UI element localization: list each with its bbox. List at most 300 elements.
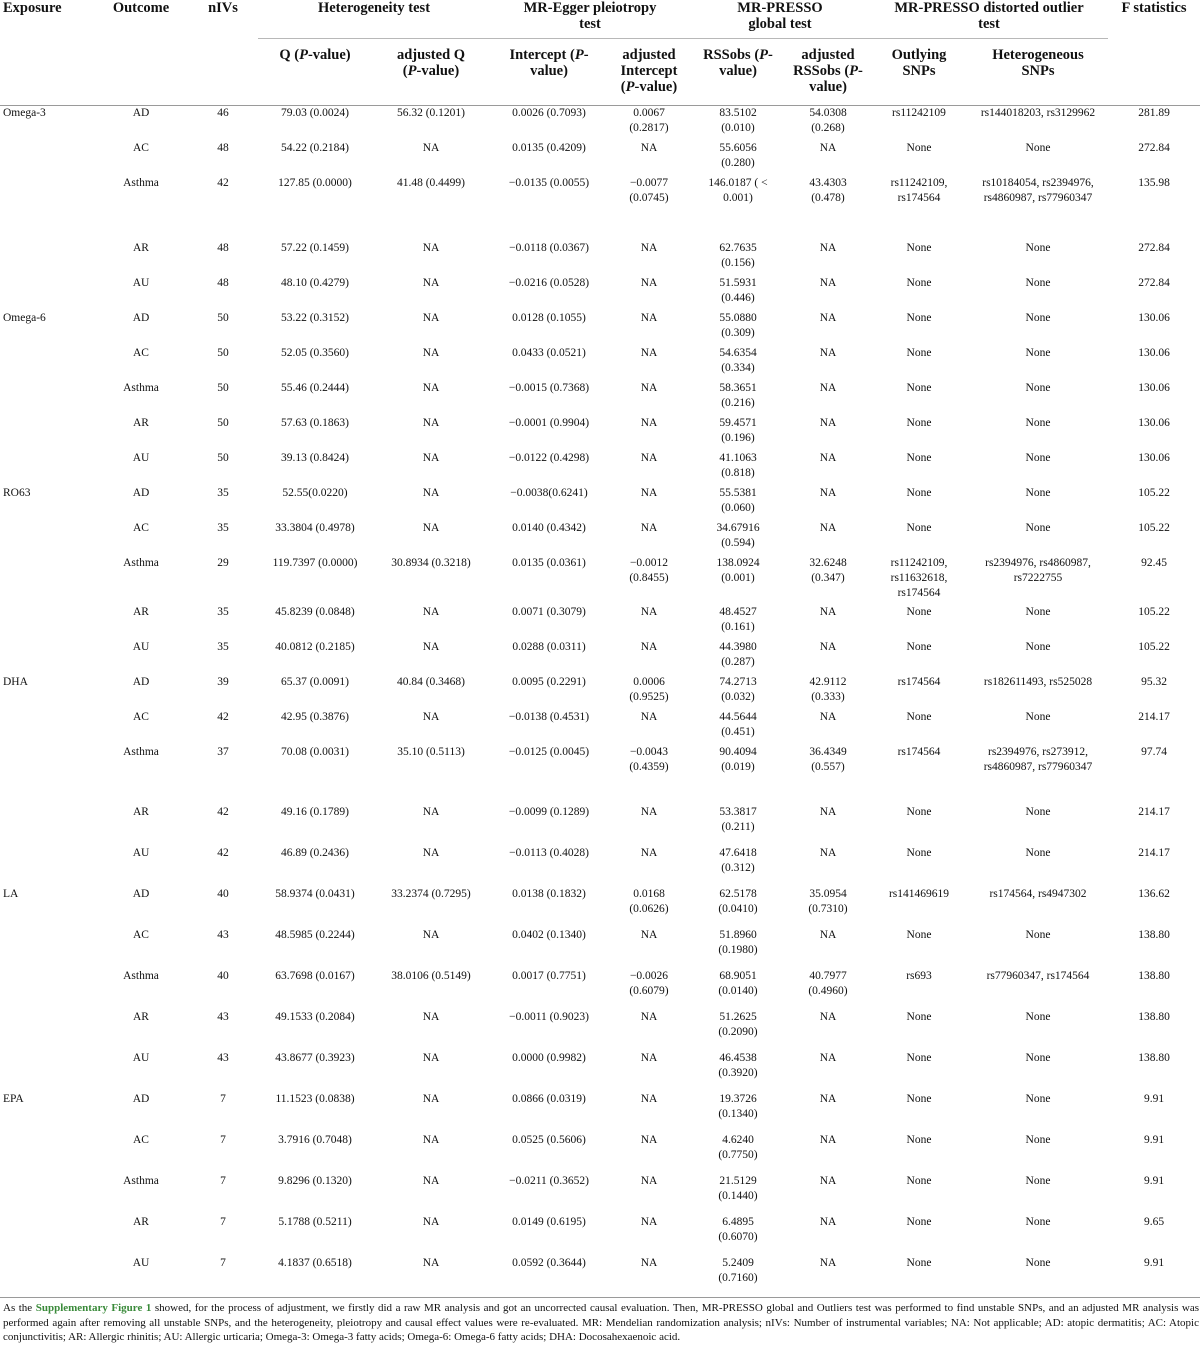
cell-rssobs: 51.5931 (0.446) [719, 276, 757, 304]
cell-nivs: 50 [217, 381, 229, 394]
cell-outcome: AR [133, 241, 149, 254]
cell-adjusted-intercept: 0.0067 (0.2817) [629, 107, 669, 134]
cell-f-statistics: 138.80 [1138, 969, 1170, 982]
cell-outcome: AD [132, 675, 150, 688]
cell-q: 63.7698 (0.0167) [275, 969, 355, 982]
cell-rssobs: 55.5381 (0.060) [719, 486, 757, 514]
cell-f-statistics: 105.22 [1138, 521, 1170, 534]
cell-heterogeneous-snps: rs10184054, rs2394976, rs4860987, rs77960347 [982, 176, 1094, 204]
cell-q: 5.1788 (0.5211) [278, 1215, 352, 1228]
cell-adjusted-q: NA [422, 451, 440, 464]
cell-outcome: Asthma [123, 745, 159, 758]
cell-adjusted-q: NA [422, 141, 440, 154]
cell-adjusted-q: NA [422, 1174, 440, 1187]
header-outcome: Outcome [94, 0, 188, 106]
table-row [0, 521, 1200, 556]
cell-q: 49.16 (0.1789) [280, 805, 350, 818]
cell-rssobs: 55.0880 (0.309) [719, 311, 757, 339]
header-mr-presso-global: MR-PRESSO global test [690, 0, 870, 39]
cell-rssobs: 51.8960 (0.1980) [718, 928, 758, 956]
cell-exposure [0, 1051, 94, 1092]
cell-heterogeneous-snps: rs174564, rs4947302 [989, 887, 1087, 900]
cell-adjusted-q: NA [422, 241, 440, 254]
cell-adjusted-rssobs: NA [819, 311, 837, 324]
cell-heterogeneous-snps: None [1025, 241, 1051, 254]
supplementary-figure-link[interactable]: Supplementary Figure 1 [35, 1302, 152, 1314]
cell-rssobs: 138.0924 (0.001) [716, 556, 760, 584]
cell-intercept: 0.0866 (0.0319) [512, 1092, 586, 1105]
table-row [0, 451, 1200, 486]
cell-outcome: AC [133, 521, 149, 534]
cell-adjusted-rssobs: 43.4303 (0.478) [809, 176, 847, 204]
cell-outcome: Asthma [123, 381, 159, 394]
cell-adjusted-rssobs: NA [819, 1051, 837, 1064]
cell-outcome: AD [132, 887, 150, 900]
cell-outlying-snps: None [906, 805, 932, 818]
cell-rssobs: 58.3651 (0.216) [719, 381, 757, 409]
cell-q: 11.1523 (0.0838) [275, 1092, 355, 1105]
cell-intercept: 0.0135 (0.0361) [512, 556, 586, 569]
cell-nivs: 42 [217, 710, 229, 723]
cell-q: 79.03 (0.0024) [280, 107, 350, 119]
cell-exposure: EPA [3, 1092, 24, 1105]
cell-adjusted-intercept: NA [640, 710, 658, 723]
cell-nivs: 35 [217, 605, 229, 618]
cell-outcome: AC [133, 710, 149, 723]
cell-adjusted-intercept: NA [640, 1174, 658, 1187]
cell-heterogeneous-snps: None [1025, 416, 1051, 429]
cell-heterogeneous-snps: None [1025, 1010, 1051, 1023]
cell-exposure [0, 605, 94, 640]
cell-outcome: Asthma [123, 1174, 159, 1187]
cell-intercept: 0.0138 (0.1832) [512, 887, 586, 900]
cell-nivs: 35 [217, 640, 229, 653]
cell-nivs: 7 [220, 1133, 226, 1146]
cell-adjusted-intercept: NA [640, 521, 658, 534]
cell-outlying-snps: None [906, 1092, 932, 1105]
cell-exposure [0, 276, 94, 311]
cell-q: 9.8296 (0.1320) [278, 1174, 352, 1187]
cell-heterogeneous-snps: None [1025, 381, 1051, 394]
cell-adjusted-intercept: NA [640, 311, 658, 324]
cell-q: 57.63 (0.1863) [280, 416, 350, 429]
cell-q: 42.95 (0.3876) [280, 710, 350, 723]
cell-f-statistics: 92.45 [1141, 556, 1167, 569]
header-adjusted-q: adjusted Q (P-value) [372, 39, 490, 106]
cell-exposure [0, 1215, 94, 1256]
cell-adjusted-rssobs: 36.4349 (0.557) [809, 745, 847, 773]
cell-adjusted-q: 56.32 (0.1201) [396, 107, 466, 119]
cell-exposure [0, 928, 94, 969]
cell-nivs: 40 [217, 887, 229, 900]
cell-q: 48.5985 (0.2244) [275, 928, 355, 941]
cell-adjusted-rssobs: NA [786, 1256, 870, 1298]
cell-intercept: −0.0122 (0.4298) [508, 451, 590, 464]
cell-adjusted-q: NA [422, 605, 440, 618]
cell-rssobs: 62.5178 (0.0410) [718, 887, 758, 915]
cell-heterogeneous-snps: rs2394976, rs4860987, rs7222755 [985, 556, 1091, 584]
cell-heterogeneous-snps: None [1025, 928, 1051, 941]
cell-adjusted-q: NA [422, 1010, 440, 1023]
header-q: Q (P-value) [258, 39, 372, 106]
cell-adjusted-intercept: −0.0012 (0.8455) [629, 556, 669, 584]
cell-nivs: 50 [217, 346, 229, 359]
cell-f-statistics: 9.91 [1143, 1133, 1165, 1146]
cell-nivs: 40 [217, 969, 229, 982]
cell-intercept: 0.0000 (0.9982) [512, 1051, 586, 1064]
cell-f-statistics: 130.06 [1138, 451, 1170, 464]
cell-adjusted-q: 41.48 (0.4499) [396, 176, 466, 189]
cell-adjusted-q: NA [422, 1215, 440, 1228]
cell-outlying-snps: None [906, 416, 932, 429]
cell-intercept: −0.0113 (0.4028) [509, 846, 589, 859]
cell-heterogeneous-snps: None [1025, 346, 1051, 359]
cell-exposure [0, 1133, 94, 1174]
table-row [0, 241, 1200, 276]
cell-adjusted-rssobs: NA [819, 1010, 837, 1023]
cell-rssobs: 34.67916 (0.594) [716, 521, 760, 549]
cell-q: 53.22 (0.3152) [280, 311, 350, 324]
cell-adjusted-rssobs: NA [819, 381, 837, 394]
cell-adjusted-rssobs: NA [819, 846, 837, 859]
cell-nivs: 43 [217, 1010, 229, 1023]
cell-exposure [0, 1010, 94, 1051]
cell-heterogeneous-snps: None [1025, 1174, 1051, 1187]
cell-adjusted-intercept: NA [640, 276, 658, 289]
cell-intercept: 0.0017 (0.7751) [512, 969, 586, 982]
header-adjusted-intercept: adjusted Intercept (P-value) [608, 39, 690, 106]
cell-outcome: AR [133, 416, 149, 429]
cell-adjusted-rssobs: NA [819, 451, 837, 464]
cell-outlying-snps: None [870, 1256, 968, 1298]
cell-nivs: 7 [188, 1256, 258, 1298]
cell-f-statistics: 138.80 [1138, 928, 1170, 941]
table-row [0, 1215, 1200, 1256]
cell-outcome: AU [132, 846, 150, 859]
cell-rssobs: 83.5102 (0.010) [719, 107, 757, 134]
cell-q: 58.9374 (0.0431) [275, 887, 355, 900]
cell-intercept: −0.0001 (0.9904) [508, 416, 590, 429]
cell-rssobs: 6.4895 (0.6070) [718, 1215, 758, 1243]
cell-outlying-snps: rs174564 [897, 675, 941, 688]
cell-heterogeneous-snps: None [1025, 451, 1051, 464]
cell-adjusted-rssobs: NA [819, 805, 837, 818]
cell-nivs: 50 [217, 451, 229, 464]
cell-rssobs: 53.3817 (0.211) [719, 805, 757, 833]
cell-adjusted-intercept: −0.0077 (0.0745) [629, 176, 669, 204]
cell-f-statistics: 95.32 [1141, 675, 1167, 688]
cell-nivs: 43 [217, 928, 229, 941]
cell-adjusted-intercept: NA [640, 241, 658, 254]
header-heterogeneous-snps: Heterogeneous SNPs [968, 39, 1108, 106]
header-outlying-snps: Outlying SNPs [870, 39, 968, 106]
cell-adjusted-intercept: 0.0006 (0.9525) [629, 675, 669, 703]
header-mr-presso-outlier: MR-PRESSO distorted outlier test [870, 0, 1108, 39]
cell-adjusted-q: NA [372, 1256, 490, 1298]
cell-q: 48.10 (0.4279) [280, 276, 350, 289]
cell-heterogeneous-snps: None [1025, 141, 1051, 154]
cell-f-statistics: 130.06 [1138, 416, 1170, 429]
cell-nivs: 7 [220, 1174, 226, 1187]
cell-outlying-snps: rs141469619 [888, 887, 950, 900]
cell-adjusted-rssobs: 54.0308 (0.268) [809, 107, 847, 134]
cell-intercept: 0.0128 (0.1055) [512, 311, 586, 324]
cell-nivs: 35 [217, 521, 229, 534]
cell-exposure: DHA [3, 675, 28, 688]
cell-exposure [0, 846, 94, 887]
cell-outcome: AD [132, 107, 150, 119]
cell-outlying-snps: None [906, 311, 932, 324]
table-row [0, 311, 1200, 346]
cell-heterogeneous-snps: None [1025, 605, 1051, 618]
table-row [0, 1051, 1200, 1092]
cell-outcome: AD [132, 311, 150, 324]
cell-adjusted-q: 40.84 (0.3468) [396, 675, 466, 688]
cell-q: 70.08 (0.0031) [280, 745, 350, 758]
cell-intercept: −0.0216 (0.0528) [508, 276, 590, 289]
cell-outcome: AU [132, 640, 150, 653]
cell-heterogeneous-snps: None [1025, 1051, 1051, 1064]
cell-outcome: AU [132, 1051, 150, 1064]
cell-rssobs: 21.5129 (0.1440) [718, 1174, 758, 1202]
table-row [0, 556, 1200, 605]
cell-adjusted-q: NA [422, 1133, 440, 1146]
table-row [0, 1256, 1200, 1298]
cell-adjusted-q: NA [422, 416, 440, 429]
cell-outcome: AR [133, 605, 149, 618]
cell-heterogeneous-snps: None [968, 1256, 1108, 1298]
cell-outlying-snps: rs11242109, rs174564 [890, 176, 948, 204]
table-row [0, 887, 1200, 928]
cell-adjusted-intercept: NA [640, 1010, 658, 1023]
cell-adjusted-rssobs: NA [819, 605, 837, 618]
cell-heterogeneous-snps: None [1025, 805, 1051, 818]
cell-outlying-snps: None [906, 346, 932, 359]
table-row [0, 928, 1200, 969]
cell-q: 54.22 (0.2184) [280, 141, 350, 154]
cell-adjusted-intercept: NA [640, 1215, 658, 1228]
cell-rssobs: 47.6418 (0.312) [719, 846, 757, 874]
cell-f-statistics: 130.06 [1138, 311, 1170, 324]
cell-q: 46.89 (0.2436) [280, 846, 350, 859]
cell-exposure [0, 241, 94, 276]
cell-rssobs: 48.4527 (0.161) [719, 605, 757, 633]
cell-nivs: 42 [217, 846, 229, 859]
cell-outlying-snps: None [906, 381, 932, 394]
cell-intercept: −0.0211 (0.3652) [509, 1174, 589, 1187]
cell-outcome: Asthma [123, 176, 159, 189]
cell-exposure [0, 710, 94, 745]
cell-adjusted-rssobs: 35.0954 (0.7310) [808, 887, 848, 915]
cell-heterogeneous-snps: None [1025, 640, 1051, 653]
cell-outlying-snps: None [906, 928, 932, 941]
cell-rssobs: 44.3980 (0.287) [719, 640, 757, 668]
cell-heterogeneous-snps: None [1025, 486, 1051, 499]
header-rssobs: RSSobs (P-value) [690, 39, 786, 106]
cell-adjusted-q: NA [422, 640, 440, 653]
cell-heterogeneous-snps: rs182611493, rs525028 [983, 675, 1093, 688]
cell-outlying-snps: None [906, 521, 932, 534]
cell-adjusted-q: NA [422, 311, 440, 324]
cell-outlying-snps: None [906, 1051, 932, 1064]
cell-outcome: AC [133, 1133, 149, 1146]
cell-outcome: Asthma [123, 969, 159, 982]
cell-f-statistics: 281.89 [1138, 107, 1170, 119]
cell-nivs: 42 [217, 805, 229, 818]
cell-intercept: −0.0135 (0.0055) [508, 176, 590, 189]
cell-adjusted-rssobs: NA [819, 928, 837, 941]
cell-adjusted-intercept: NA [640, 640, 658, 653]
table-row [0, 276, 1200, 311]
cell-heterogeneous-snps: None [1025, 1133, 1051, 1146]
cell-rssobs: 54.6354 (0.334) [719, 346, 757, 374]
cell-outcome: AU [132, 451, 150, 464]
cell-adjusted-rssobs: NA [819, 1092, 837, 1105]
cell-q: 45.8239 (0.0848) [275, 605, 355, 618]
table-header [0, 0, 1200, 106]
cell-exposure: Omega-3 [3, 107, 46, 119]
header-f-statistics: F statistics [1108, 0, 1200, 106]
cell-outcome: AC [133, 928, 149, 941]
cell-outcome: AD [132, 1092, 150, 1105]
cell-adjusted-rssobs: 32.6248 (0.347) [809, 556, 847, 584]
cell-q: 55.46 (0.2444) [280, 381, 350, 394]
cell-outlying-snps: None [906, 710, 932, 723]
cell-q: 127.85 (0.0000) [278, 176, 352, 189]
cell-nivs: 50 [217, 416, 229, 429]
table-row [0, 675, 1200, 710]
cell-outlying-snps: None [906, 1133, 932, 1146]
cell-adjusted-q: 33.2374 (0.7295) [391, 887, 471, 900]
cell-adjusted-intercept: NA [640, 605, 658, 618]
table-row [0, 381, 1200, 416]
cell-f-statistics: 97.74 [1141, 745, 1167, 758]
cell-f-statistics: 272.84 [1138, 241, 1170, 254]
cell-f-statistics: 105.22 [1138, 605, 1170, 618]
cell-heterogeneous-snps: None [1025, 276, 1051, 289]
cell-heterogeneous-snps: None [1025, 521, 1051, 534]
cell-adjusted-rssobs: NA [819, 1174, 837, 1187]
cell-heterogeneous-snps: rs77960347, rs174564 [986, 969, 1090, 982]
cell-nivs: 7 [220, 1092, 226, 1105]
cell-f-statistics: 214.17 [1138, 846, 1170, 859]
cell-outlying-snps: None [906, 1215, 932, 1228]
cell-f-statistics: 138.80 [1138, 1010, 1170, 1023]
table-row [0, 969, 1200, 1010]
cell-heterogeneous-snps: None [1025, 710, 1051, 723]
cell-rssobs: 5.2409 (0.7160) [690, 1256, 786, 1298]
cell-rssobs: 62.7635 (0.156) [719, 241, 757, 269]
cell-intercept: 0.0402 (0.1340) [512, 928, 586, 941]
cell-f-statistics: 9.65 [1143, 1215, 1165, 1228]
cell-adjusted-intercept: NA [608, 1256, 690, 1298]
cell-outlying-snps: rs11242109, rs11632618, rs174564 [890, 556, 948, 599]
cell-intercept: 0.0149 (0.6195) [512, 1215, 586, 1228]
cell-q: 40.0812 (0.2185) [275, 640, 355, 653]
cell-nivs: 29 [217, 556, 229, 569]
cell-nivs: 43 [217, 1051, 229, 1064]
cell-adjusted-q: NA [422, 1051, 440, 1064]
table-row [0, 106, 1200, 141]
cell-q: 52.05 (0.3560) [280, 346, 350, 359]
cell-f-statistics: 272.84 [1138, 141, 1170, 154]
cell-adjusted-rssobs: NA [819, 1133, 837, 1146]
cell-adjusted-intercept: NA [640, 451, 658, 464]
header-exposure: Exposure [0, 0, 94, 106]
cell-rssobs: 55.6056 (0.280) [719, 141, 757, 169]
cell-intercept: 0.0026 (0.7093) [512, 107, 586, 119]
table-row [0, 745, 1200, 805]
table-row [0, 1133, 1200, 1174]
cell-outlying-snps: None [906, 640, 932, 653]
cell-intercept: 0.0288 (0.0311) [512, 640, 586, 653]
cell-adjusted-rssobs: 40.7977 (0.4960) [808, 969, 848, 997]
cell-outlying-snps: None [906, 605, 932, 618]
cell-exposure [0, 805, 94, 846]
table-row [0, 486, 1200, 521]
cell-intercept: −0.0015 (0.7368) [508, 381, 590, 394]
cell-adjusted-q: 38.0106 (0.5149) [391, 969, 471, 982]
cell-q: 52.55(0.0220) [282, 486, 348, 499]
cell-nivs: 46 [217, 107, 229, 119]
cell-exposure [0, 416, 94, 451]
cell-adjusted-q: NA [422, 276, 440, 289]
cell-rssobs: 74.2713 (0.032) [719, 675, 757, 703]
cell-nivs: 37 [217, 745, 229, 758]
cell-nivs: 48 [217, 241, 229, 254]
cell-rssobs: 90.4094 (0.019) [719, 745, 757, 773]
cell-intercept: 0.0592 (0.3644) [490, 1256, 608, 1298]
cell-exposure [0, 381, 94, 416]
cell-adjusted-intercept: NA [640, 346, 658, 359]
cell-adjusted-q: NA [422, 486, 440, 499]
header-mr-egger: MR-Egger pleiotropy test [490, 0, 690, 39]
table-row [0, 805, 1200, 846]
cell-outlying-snps: rs174564 [897, 745, 941, 758]
cell-intercept: −0.0138 (0.4531) [508, 710, 590, 723]
table-row [0, 640, 1200, 675]
cell-outlying-snps: None [906, 1010, 932, 1023]
cell-exposure [0, 745, 94, 805]
cell-exposure [0, 451, 94, 486]
cell-f-statistics: 105.22 [1138, 486, 1170, 499]
cell-f-statistics: 214.17 [1138, 710, 1170, 723]
cell-outcome: AD [132, 486, 150, 499]
cell-heterogeneous-snps: None [1025, 311, 1051, 324]
table-row [0, 846, 1200, 887]
cell-f-statistics: 9.91 [1143, 1092, 1165, 1105]
cell-rssobs: 44.5644 (0.451) [719, 710, 757, 738]
cell-f-statistics: 138.80 [1138, 1051, 1170, 1064]
cell-adjusted-intercept: NA [640, 805, 658, 818]
cell-q: 39.13 (0.8424) [280, 451, 350, 464]
table-row [0, 605, 1200, 640]
cell-intercept: −0.0118 (0.0367) [509, 241, 589, 254]
cell-intercept: 0.0135 (0.4209) [512, 141, 586, 154]
cell-adjusted-rssobs: NA [819, 521, 837, 534]
cell-adjusted-q: 35.10 (0.5113) [397, 745, 465, 758]
cell-outlying-snps: rs693 [906, 969, 932, 982]
cell-exposure [0, 1174, 94, 1215]
cell-exposure [0, 556, 94, 605]
cell-nivs: 39 [217, 675, 229, 688]
cell-exposure [0, 969, 94, 1010]
cell-rssobs: 41.1063 (0.818) [719, 451, 757, 479]
cell-nivs: 48 [217, 141, 229, 154]
table-row [0, 1174, 1200, 1215]
cell-heterogeneous-snps: rs2394976, rs273912, rs4860987, rs77960347 [983, 745, 1093, 773]
cell-outlying-snps: None [906, 1174, 932, 1187]
